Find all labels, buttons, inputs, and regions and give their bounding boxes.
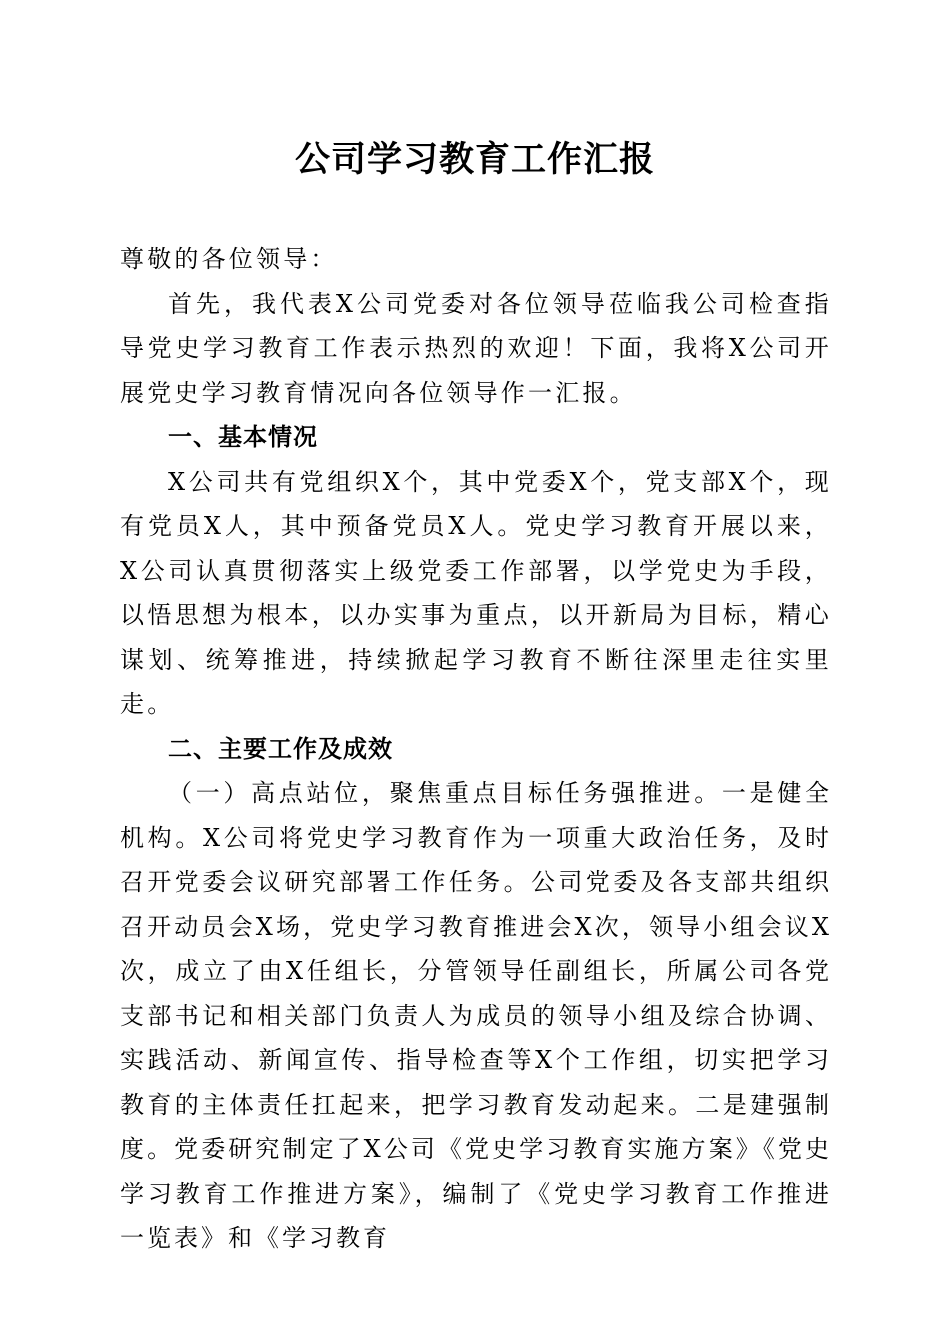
main-work-paragraph: （一）高点站位，聚焦重点目标任务强推进。一是健全机构。X公司将党史学习教育作为一项重大政治任务，及时召开党委会议研究部署工作任务。公司党委及各支部共组织召开动员会X场，党史学习教育推进会X次，领导小组会议X次，成立了由X任组长，分管领导任副组长，所属公司各党支部书记和相关部门负责人为成员的领导小组及综合协调、实践活动、新闻宣传、指导检查等X个工作组，切实把学习教育的主体责任扛起来，把学习教育发动起来。二是建强制度。党委研究制定了X公司《党史学习教育实施方案》《党史学习教育工作推进方案》，编制了《党史学习教育工作推进一览表》和《学习教育 (120, 779, 832, 1252)
basic-situation-paragraph: X公司共有党组织X个，其中党委X个，党支部X个，现有党员X人，其中预备党员X人。党史学习教育开展以来，X公司认真贯彻落实上级党委工作部署，以学党史为手段，以悟思想为根本，以办实事为重点，以开新局为目标，精心谋划、统筹推进，持续掀起学习教育不断往深里走往实里走。 (120, 467, 832, 718)
salutation: 尊敬的各位领导： (120, 245, 338, 273)
document-body (120, 237, 832, 1261)
section-heading-main-work: 二、主要工作及成效 (168, 734, 393, 763)
section-heading-basic-situation: 一、基本情况 (168, 423, 318, 451)
intro-paragraph: 首先，我代表X公司党委对各位领导莅临我公司检查指导党史学习教育工作表示热烈的欢迎！下面，我将X公司开展党史学习教育情况向各位领导作一汇报。 (120, 289, 832, 407)
document-title: 公司学习教育工作汇报 (294, 139, 655, 180)
